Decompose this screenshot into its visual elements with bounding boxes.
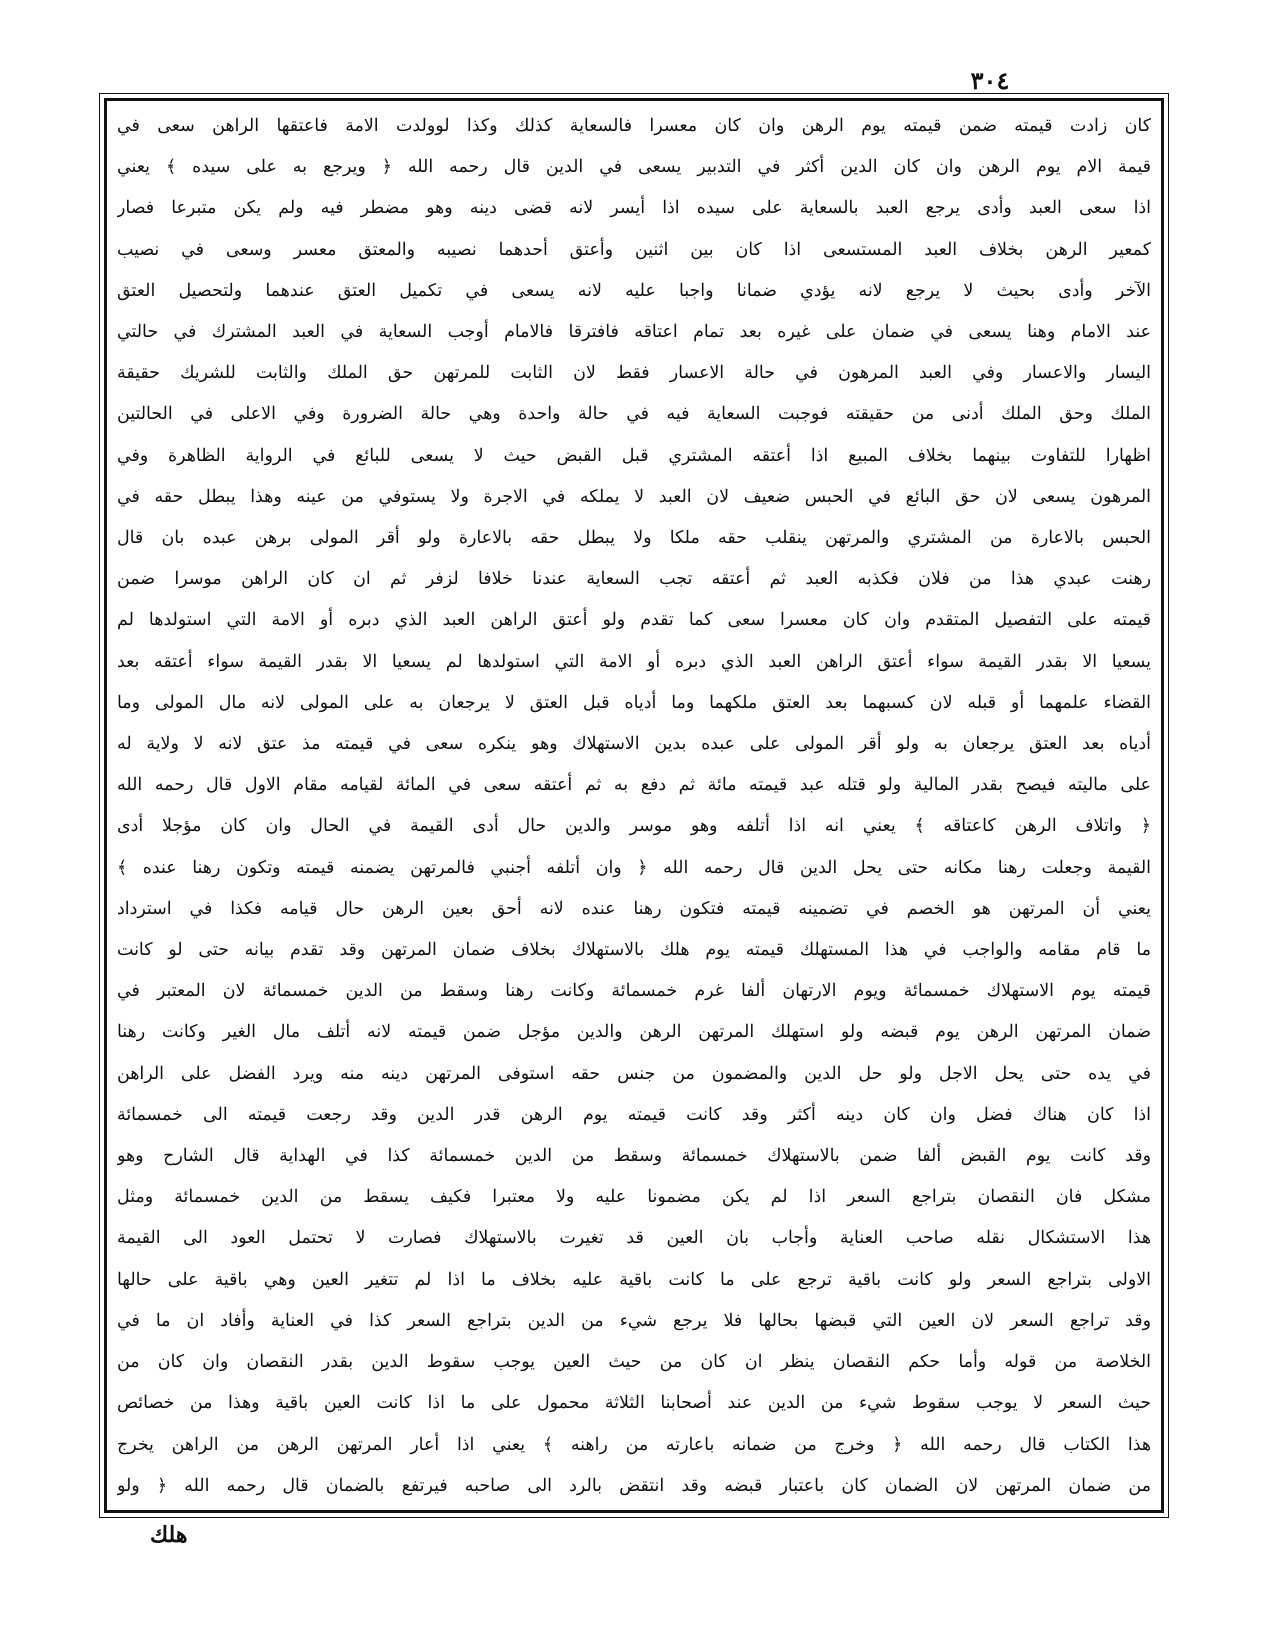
text-line: وقد تراجع السعر لان العين التي قبضها بحالها فلا يرجع شيء من الدين بتراجع السعر كذا في العناية وأفاد ان ما في bbox=[117, 1310, 1151, 1331]
text-line: أدياه بعد العتق يرجعان به ولو أقر المولى على عبده بدين الاستهلاك وهو ينكره سعى في قيمته مذ عتق لانه لا ولاية له bbox=[117, 734, 1151, 755]
text-line: ضمان المرتهن الرهن يوم قبضه ولو استهلك المرتهن الرهن والدين مؤجل ضمن قيمته لانه أتلف مال الغير وكانت رهنا bbox=[117, 1022, 1151, 1043]
text-line: ما قام مقامه والواجب في هذا المستهلك قيمته يوم هلك بالاستهلاك بخلاف ضمان المرتهن وقد تقدم بيانه حتى لو كانت bbox=[117, 940, 1151, 961]
text-line: قيمته على التفصيل المتقدم وان كان معسرا سعى كما تقدم ولو أعتق الراهن العبد الذي دبره أو الامة التي استولدها لم bbox=[117, 610, 1151, 631]
text-line: رهنت عبدي هذا من فلان فكذبه العبد ثم أعتقه تجب السعاية عندنا خلافا لزفر ثم ان كان الراهن موسرا ضمن bbox=[117, 569, 1151, 590]
text-line: الملك وحق الملك أدنى من حقيقته فوجبت السعاية فيه في حالة واحدة وهي حالة الضرورة وفي الاعلى في الحالتين bbox=[117, 404, 1151, 425]
text-line: قيمته يوم الاستهلاك خمسمائة ويوم الارتهان ألفا غرم خمسمائة وكانت رهنا وسقط من الدين خمسمائة لان المعتبر في bbox=[117, 981, 1151, 1002]
text-line: المرهون يسعى لان حق البائع في الحبس ضعيف لان العبد لا يملكه في الاجرة ولا يستوفي من عينه وهذا يبطل حقه في bbox=[117, 486, 1151, 507]
text-line: وقد كانت يوم القبض ألفا ضمن بالاستهلاك خمسمائة وسقط من الدين خمسمائة كذا في الهداية قال الشارح وهو bbox=[117, 1146, 1151, 1167]
text-line: اظهارا للتفاوت بينهما بخلاف المبيع اذا أعتقه المشتري قبل القبض حيث لا يسعى للبائع في الرواية الظاهرة وفي bbox=[117, 445, 1151, 466]
text-line: ﴿ واتلاف الرهن كاعتاقه ﴾ يعني انه اذا أتلفه وهو موسر والدين حال أدى القيمة في الحال وان كان مؤجلا أدى bbox=[117, 816, 1151, 837]
text-line: قيمة الام يوم الرهن وان كان الدين أكثر في التدبير يسعى في الدين قال رحمه الله ﴿ ويرجع به على سيده ﴾ يعني bbox=[117, 157, 1151, 178]
text-line: هذا الاستشكال نقله صاحب العناية وأجاب بان العين قد تغيرت بالاستهلاك فصارت لا تحتمل العود الى القيمة bbox=[117, 1228, 1151, 1249]
text-line: الآخر وأدى بحيث لا يرجع لانه يؤدي ضمانا واجبا عليه لانه يسعى في تكميل العتق عندهما ولتحصيل العتق bbox=[117, 280, 1151, 301]
text-line: الاولى بتراجع السعر ولو كانت باقية ترجع على ما كانت باقية عليه بخلاف ما اذا لم تتغير العين وهي باقية على حالها bbox=[117, 1269, 1151, 1290]
catchword: هلك bbox=[150, 1522, 188, 1548]
text-line: مشكل فان النقصان بتراجع السعر اذا لم يكن مضمونا عليه ولا معتبرا فكيف يسقط من الدين خمسمائة ومثل bbox=[117, 1187, 1151, 1208]
text-line: يسعيا الا بقدر القيمة سواء أعتق الراهن العبد الذي دبره أو الامة التي استولدها لم يسعيا الا بقدر القيمة سواء أعتقه بعد bbox=[117, 651, 1151, 672]
text-line: اليسار والاعسار وفي العبد المرهون في حالة الاعسار فقط لان الثابت للمرتهن حق الملك والثابت للشريك حقيقة bbox=[117, 363, 1151, 384]
text-line: هذا الكتاب قال رحمه الله ﴿ وخرج من ضمانه باعارته من راهنه ﴾ يعني اذا أعار المرتهن الرهن من الراهن يخرج bbox=[117, 1434, 1151, 1455]
text-line: كمعير الرهن بخلاف العبد المستسعى اذا كان بين اثنين وأعتق أحدهما نصيبه والمعتق معسر وسعى في نصيب bbox=[117, 239, 1151, 260]
text-line: يعني أن المرتهن هو الخصم في تضمينه قيمته فتكون رهنا عنده لانه أحق بعين الرهن حال قيامه فكذا في استرداد bbox=[117, 898, 1151, 919]
text-line: عند الامام وهنا يسعى في ضمان على غيره بعد تمام اعتاقه فافترقا فالامام أوجب السعاية في العبد المشترك في حالتي bbox=[117, 322, 1151, 343]
text-line: القيمة وجعلت رهنا مكانه حتى يحل الدين قال رحمه الله ﴿ وان أتلفه أجنبي فالمرتهن يضمنه قيمته وتكون رهنا عنده ﴾ bbox=[117, 857, 1151, 878]
text-line: على ماليته فيصح بقدر المالية ولو قتله عبد قيمته مائة ثم دفع به ثم أعتقه سعى في المائة لقيامه مقام الاول قال رحمه الله bbox=[117, 775, 1151, 796]
text-line: اذا كان هناك فضل وان كان دينه أكثر وقد كانت قيمته يوم الرهن قدر الدين وقد رجعت قيمته الى خمسمائة bbox=[117, 1104, 1151, 1125]
text-line: الحبس بالاعارة من المشتري والمرتهن ينقلب حقه ملكا ولا يبطل حقه بالاعارة ولو أقر المولى برهن عبده بان قال bbox=[117, 528, 1151, 549]
text-line: القضاء علمهما أو قبله لان كسبهما بعد العتق ملكهما وما أدياه قبل العتق لا يرجعان به على المولى لانه مال المولى وما bbox=[117, 692, 1151, 713]
page-frame bbox=[104, 98, 1164, 1513]
text-line: من ضمان المرتهن لان الضمان كان باعتبار قبضه وقد انتقض بالرد الى صاحبه فيرتفع بالضمان قال رحمه الله ﴿ ولو bbox=[117, 1475, 1151, 1496]
text-block bbox=[117, 105, 1151, 1506]
text-line: حيث السعر لا يوجب سقوط شيء من الدين عند أصحابنا الثلاثة محمول على ما اذا كانت العين باقية وهذا من خصائص bbox=[117, 1393, 1151, 1414]
text-line: اذا سعى العبد وأدى يرجع العبد بالسعاية على سيده اذا أيسر لانه قضى دينه وهو مضطر فيه ولم يكن متبرعا فصار bbox=[117, 198, 1151, 219]
page-number: ٣٠٤ bbox=[970, 66, 1010, 95]
text-line: كان زادت قيمته ضمن قيمته يوم الرهن وان كان معسرا فالسعاية كذلك وكذا لوولدت الامة فاعتقها الراهن سعى في bbox=[117, 116, 1151, 136]
text-line: في يده حتى يحل الاجل ولو حل الدين والمضمون من جنس حقه استوفى المرتهن دينه منه ويرد الفضل على الراهن bbox=[117, 1063, 1151, 1084]
text-line: الخلاصة من قوله وأما حكم النقصان ينظر ان كان من حيث العين يوجب سقوط الدين بقدر النقصان وان كان من bbox=[117, 1352, 1151, 1373]
